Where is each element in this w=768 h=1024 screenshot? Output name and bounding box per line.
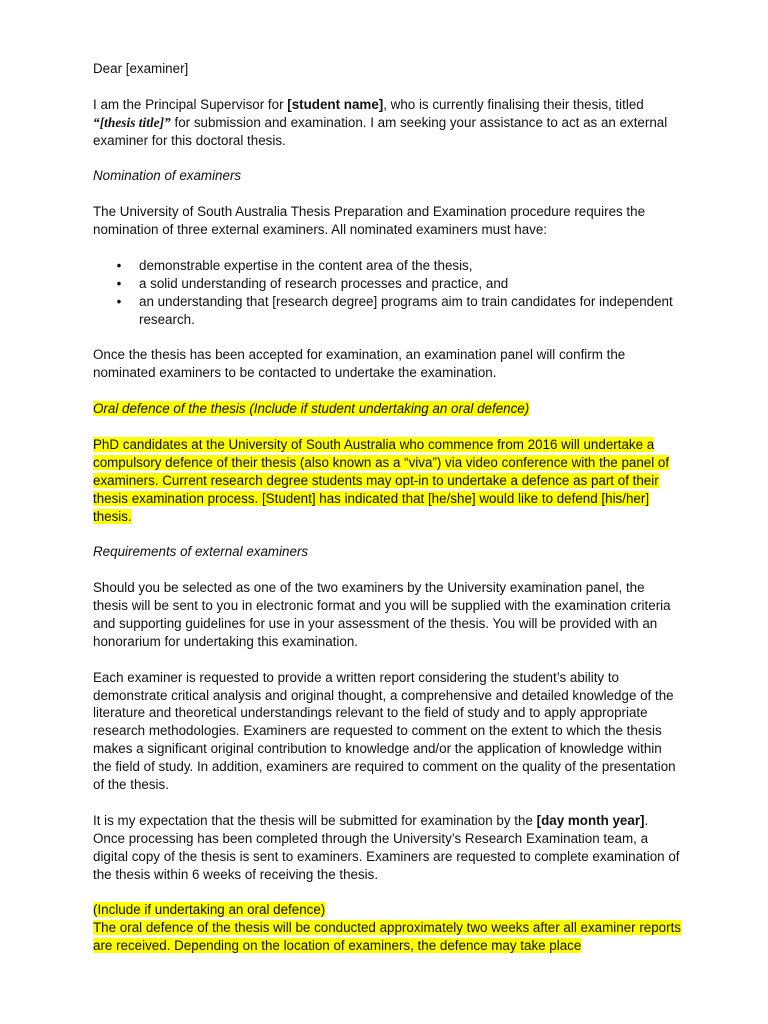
expectation-paragraph [93, 812, 683, 884]
intro-part2: , who is currently finalising their thesis, titled [383, 96, 644, 112]
letter-body [93, 60, 683, 973]
student-name-placeholder: [student name] [287, 96, 384, 112]
oral-defence-text: PhD candidates at the University of South Australia who commence from 2016 will undertake a compulsory defence of their thesis (also known as a “viva”) via video conference with the panel of examiners. Current research degree students may opt-in to undertake a defence as part of their thesis examination process. [Student] has indicated that [he/she] would like to defend [his/her] thesis. [93, 436, 670, 524]
salutation [93, 60, 683, 78]
heading-oral-defence-text: Oral defence of the thesis (Include if student undertaking an oral defence) [93, 401, 530, 417]
bullet-icon: • [116, 257, 122, 273]
heading-nomination: Nomination of examiners [93, 168, 242, 184]
list-item-text: a solid understanding of research processes and practice, and [139, 275, 509, 291]
final-paragraph [93, 919, 683, 955]
report-paragraph: Each examiner is requested to provide a written report considering the student’s ability to demonstrate critical analysis and original thought, a comprehensive and detailed knowledge of the literature and theoretical understandings relevant to the field of study and to apply appropriate research methodologies. Examiners are requested to comment on the extent to which the thesis makes a significant original contribution to knowledge and/or the application of knowledge within the field of study. In addition, examiners are required to comment on the quality of the presentation of the thesis. [93, 669, 676, 793]
include-note-text: (Include if undertaking an oral defence) [93, 902, 326, 918]
list-item [93, 275, 683, 293]
list-item [93, 293, 683, 329]
expectation-part2: . Once processing has been completed through the University’s Research Examination team, a digital copy of the thesis is sent to examiners. Examiners are requested to complete examination of the thesis within 6 weeks of receiving the thesis. [93, 812, 680, 882]
salutation-text: Dear [examiner] [93, 61, 189, 76]
heading-requirements: Requirements of external examiners [93, 544, 309, 560]
expectation-part1: It is my expectation that the thesis will be submitted for examination by the [93, 812, 537, 828]
oral-defence-paragraph [93, 436, 683, 526]
nomination-paragraph: The University of South Australia Thesis Preparation and Examination procedure requires the nomination of three external examiners. All nominated examiners must have: [93, 204, 646, 238]
heading-oral-defence [93, 400, 683, 418]
thesis-title-placeholder: “[thesis title]” [93, 114, 171, 130]
bullet-icon: • [116, 293, 122, 309]
selection-paragraph: Should you be selected as one of the two examiners by the University examination panel, the thesis will be sent to you in electronic format and you will be supplied with the examination criteria and supporting guidelines for use in your assessment of the thesis. You will be provided with an honorarium for undertaking this examination. [93, 580, 671, 649]
date-placeholder: [day month year] [536, 812, 645, 828]
intro-part1: I am the Principal Supervisor for [93, 96, 288, 112]
requirements-list [93, 257, 683, 329]
include-note [93, 901, 683, 919]
intro-part3: for submission and examination. I am seeking your assistance to act as an external examiner for this doctoral thesis. [93, 114, 668, 148]
list-item-text: an understanding that [research degree] programs aim to train candidates for independent research. [139, 293, 673, 327]
list-item [93, 257, 683, 275]
final-paragraph-text: The oral defence of the thesis will be conducted approximately two weeks after all examiner reports are received. Depending on the location of examiners, the defence may take place [93, 920, 681, 954]
panel-paragraph: Once the thesis has been accepted for examination, an examination panel will confirm the nominated examiners to be contacted to undertake the examination. [93, 347, 626, 381]
bullet-icon: • [116, 275, 122, 291]
list-item-text: demonstrable expertise in the content area of the thesis, [139, 257, 473, 273]
intro-paragraph [93, 96, 683, 150]
